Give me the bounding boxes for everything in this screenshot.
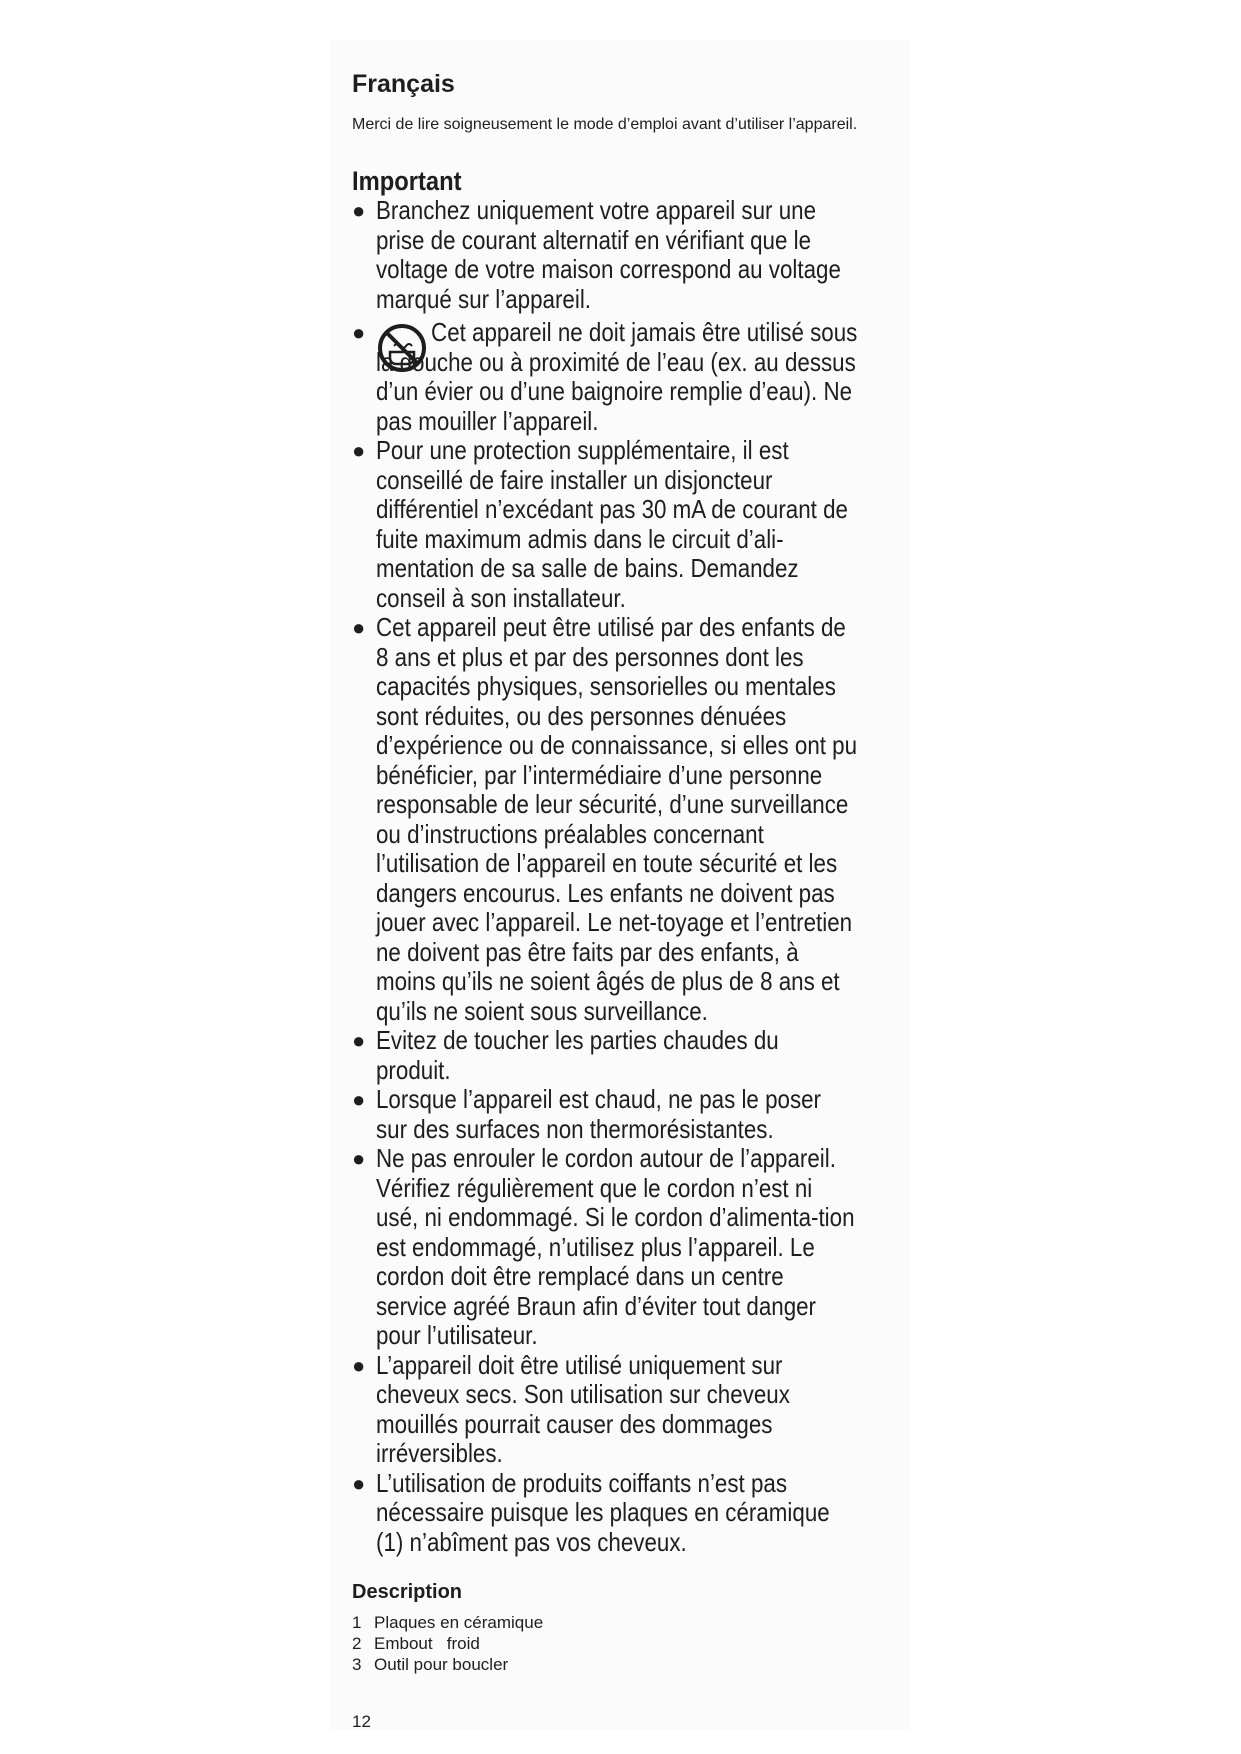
warning-text: L’utilisation de produits coiffants n’est pas nécessaire puisque les plaques en céramique (1) n’abîment pas vos cheveux. [376, 1467, 830, 1557]
list-item [352, 1612, 543, 1633]
warning-text: Cet appareil peut être utilisé par des enfants de 8 ans et plus et par des personnes dont les capacités physiques, sensorielles ou mentales sont réduites, ou des personnes dénuées d’expérience ou de connaissance, si elles ont pu bénéficier, par l’intermédiaire d’une personne responsable de leur sécurité, d’une surveillance ou d’instructions préalables concernant l’utilisation de l’appareil en toute sécurité et les dangers encourus. Les enfants ne doivent pas jouer avec l’appareil. Le net-toyage et l’entretien ne doivent pas être faits par des enfants, à moins qu’ils ne soient âgés de plus de 8 ans et qu’ils ne soient sous surveillance. [376, 612, 858, 1026]
list-item [352, 1085, 912, 1144]
description-heading: Description [352, 1581, 463, 1603]
list-item [352, 1351, 912, 1469]
warning-text: L’appareil doit être utilisé uniquement sur cheveux secs. Son utilisation sur cheveux mouillés pourrait causer des dommages irréversibles. [376, 1349, 790, 1468]
bullet-icon: ● [352, 198, 366, 223]
bullet-icon: ● [352, 1352, 366, 1378]
bullet-icon: ● [352, 1146, 366, 1171]
list-item [352, 1144, 912, 1351]
warning-text: Lorsque l’appareil est chaud, ne pas le poser sur des surfaces non thermorésistantes. [376, 1084, 822, 1144]
warning-text: Cet appareil ne doit jamais être utilisé sous la douche ou à proximité de l’eau (ex. au dessus d’un évier ou d’une baignoire remplie d’eau). Ne pas mouiller l’appareil. [376, 317, 858, 436]
parts-list [352, 1612, 543, 1675]
warning-text: Evitez de toucher les parties chaudes du produit. [376, 1025, 779, 1085]
part-label: Embout froid [374, 1634, 480, 1653]
list-item [352, 318, 912, 436]
language-title: Français [352, 70, 455, 98]
list-item [352, 613, 912, 1026]
part-label: Outil pour boucler [374, 1655, 509, 1674]
bullet-icon: ● [352, 615, 366, 640]
warning-text: Branchez uniquement votre appareil sur une prise de courant alternatif en vérifiant que le voltage de votre maison correspond au voltage marqué sur l’appareil. [376, 195, 841, 314]
list-item [352, 1654, 543, 1675]
part-number: 3 [352, 1655, 362, 1674]
list-item [352, 436, 912, 613]
part-label: Plaques en céramique [374, 1613, 544, 1632]
list-item [352, 1633, 543, 1654]
list-item [352, 1469, 912, 1558]
safety-warnings-list [352, 196, 912, 1557]
bullet-icon: ● [352, 438, 366, 463]
bullet-icon: ● [352, 1470, 366, 1496]
part-number: 2 [352, 1634, 362, 1653]
list-item [352, 1026, 912, 1085]
bullet-icon: ● [352, 320, 366, 345]
bullet-icon: ● [352, 1028, 366, 1053]
warning-text: Pour une protection supplémentaire, il est conseillé de faire installer un disjoncteur différentiel n’excédant pas 30 mA de courant de fuite maximum admis dans le circuit d’ali-mentation de sa salle de bains. Demandez conseil à son installateur. [376, 435, 848, 613]
part-number: 1 [352, 1613, 362, 1632]
page-number: 12 [352, 1712, 371, 1731]
warning-text: Ne pas enrouler le cordon autour de l’appareil. Vérifiez régulièrement que le cordon n’est ni usé, ni endommagé. Si le cordon d’alimenta-tion est endommagé, n’utilisez plus l’appareil. Le cordon doit être remplacé dans un centre service agréé Braun afin d’éviter tout danger pour l’utilisateur. [376, 1143, 855, 1350]
intro-text: Merci de lire soigneusement le mode d’emploi avant d’utiliser l’appareil. [352, 116, 858, 133]
important-heading: Important [352, 166, 462, 196]
bullet-icon: ● [352, 1087, 366, 1112]
list-item [352, 196, 912, 314]
